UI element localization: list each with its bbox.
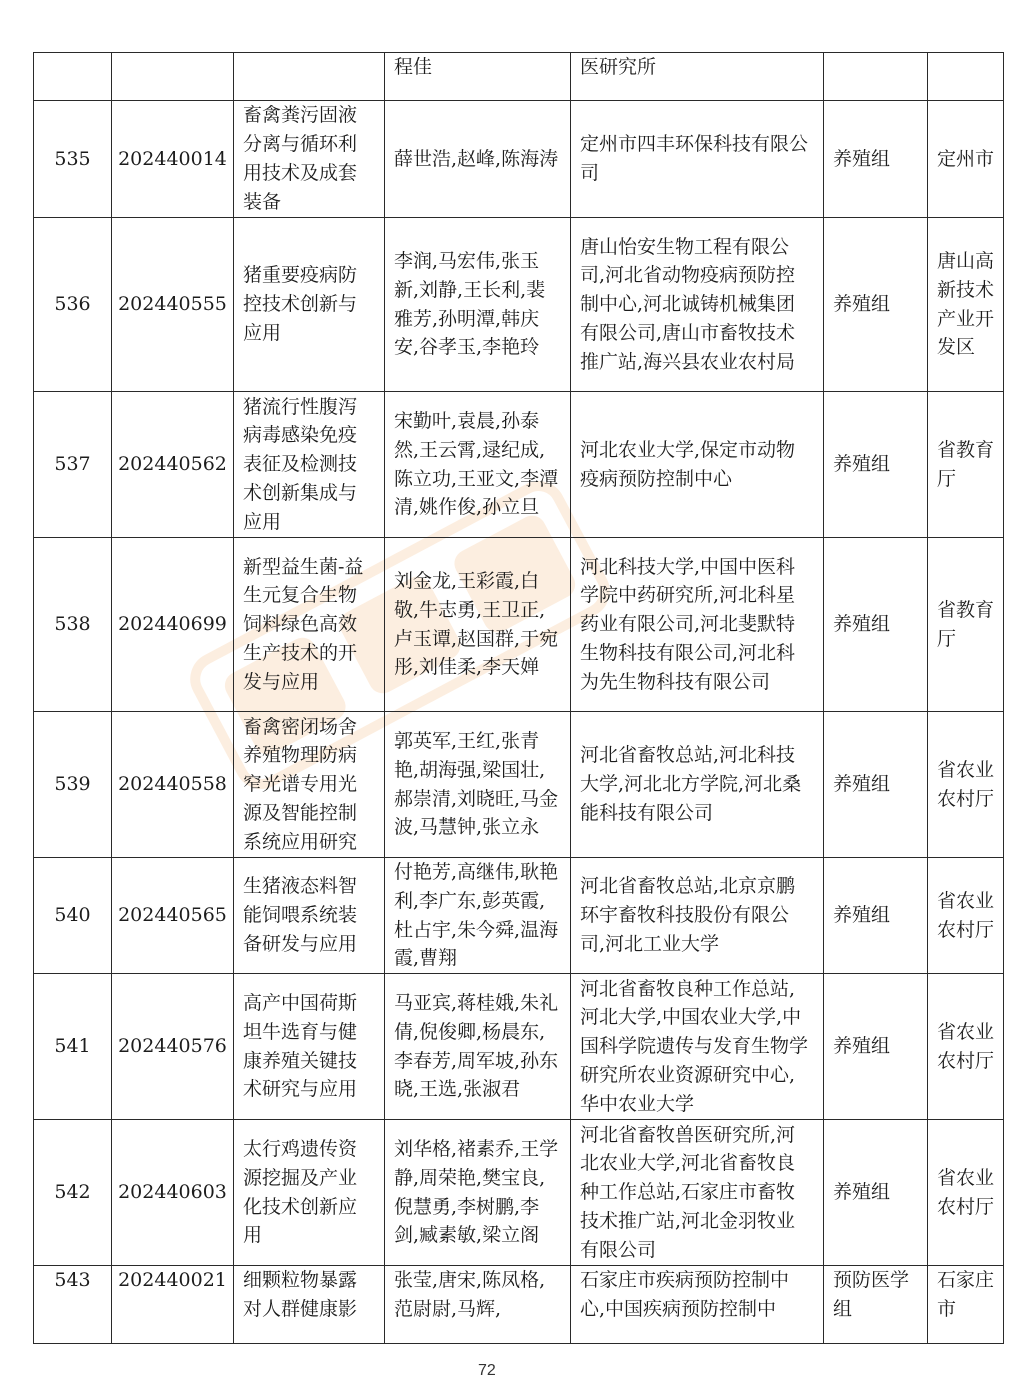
award-list-table — [33, 52, 1004, 1344]
project-name: 畜禽粪污固液分离与循环利用技术及成套装备 — [234, 101, 385, 218]
member-list: 薛世浩,赵峰,陈海涛 — [385, 101, 571, 218]
row-number: 536 — [34, 218, 112, 392]
member-list: 宋勤叶,袁晨,孙泰然,王云霄,逯纪成,陈立功,王亚文,李潭清,姚作俊,孙立旦 — [385, 392, 571, 538]
project-name: 猪流行性腹泻病毒感染免疫表征及检测技术创新集成与应用 — [234, 392, 385, 538]
review-group: 养殖组 — [824, 218, 928, 392]
review-group: 养殖组 — [824, 392, 928, 538]
row-number: 540 — [34, 858, 112, 974]
member-list: 付艳芳,高继伟,耿艳利,李广东,彭英霞,杜占宇,朱今舜,温海霞,曹翔 — [385, 858, 571, 974]
row-number: 543 — [34, 1266, 112, 1344]
project-code: 202440562 — [112, 392, 234, 538]
recommending-unit: 省农业农村厅 — [928, 1120, 1004, 1266]
row-number: 539 — [34, 712, 112, 858]
table-row — [34, 101, 1004, 218]
project-name — [234, 53, 385, 101]
review-group: 养殖组 — [824, 974, 928, 1120]
review-group: 养殖组 — [824, 538, 928, 712]
project-name: 畜禽密闭场舍养殖物理防病窄光谱专用光源及智能控制系统应用研究 — [234, 712, 385, 858]
project-code — [112, 53, 234, 101]
completing-units: 河北省畜牧兽医研究所,河北农业大学,河北省畜牧良种工作总站,石家庄市畜牧技术推广站,河北金羽牧业有限公司 — [571, 1120, 824, 1266]
recommending-unit — [928, 53, 1004, 101]
recommending-unit: 石家庄市 — [928, 1266, 1004, 1344]
row-number — [34, 53, 112, 101]
project-code: 202440555 — [112, 218, 234, 392]
table-row — [34, 1120, 1004, 1266]
review-group — [824, 53, 928, 101]
table-row — [34, 712, 1004, 858]
project-code: 202440021 — [112, 1266, 234, 1344]
project-code: 202440699 — [112, 538, 234, 712]
recommending-unit: 省农业农村厅 — [928, 974, 1004, 1120]
table-row — [34, 974, 1004, 1120]
completing-units: 河北省畜牧总站,北京京鹏环宇畜牧科技股份有限公司,河北工业大学 — [571, 858, 824, 974]
recommending-unit: 省农业农村厅 — [928, 858, 1004, 974]
row-number: 535 — [34, 101, 112, 218]
table-row — [34, 538, 1004, 712]
completing-units: 唐山怡安生物工程有限公司,河北省动物疫病预防控制中心,河北诚铸机械集团有限公司,唐山市畜牧技术推广站,海兴县农业农村局 — [571, 218, 824, 392]
recommending-unit: 定州市 — [928, 101, 1004, 218]
page-number: 72 — [478, 1362, 496, 1379]
table-row — [34, 218, 1004, 392]
project-code: 202440603 — [112, 1120, 234, 1266]
recommending-unit: 省教育厅 — [928, 538, 1004, 712]
review-group: 养殖组 — [824, 101, 928, 218]
project-code: 202440014 — [112, 101, 234, 218]
project-name: 猪重要疫病防控技术创新与应用 — [234, 218, 385, 392]
table-row — [34, 1266, 1004, 1344]
project-name: 生猪液态料智能饲喂系统装备研发与应用 — [234, 858, 385, 974]
recommending-unit: 唐山高新技术产业开发区 — [928, 218, 1004, 392]
row-number: 537 — [34, 392, 112, 538]
project-code: 202440576 — [112, 974, 234, 1120]
member-list: 郭英军,王红,张青艳,胡海强,梁国壮,郝崇清,刘晓旺,马金波,马慧钟,张立永 — [385, 712, 571, 858]
member-list: 刘金龙,王彩霞,白敬,牛志勇,王卫正,卢玉谭,赵国群,于宛彤,刘佳柔,李天婵 — [385, 538, 571, 712]
recommending-unit: 省教育厅 — [928, 392, 1004, 538]
completing-units: 河北省畜牧良种工作总站,河北大学,中国农业大学,中国科学院遗传与发育生物学研究所农业资源研究中心,华中农业大学 — [571, 974, 824, 1120]
table-row — [34, 53, 1004, 101]
member-list: 程佳 — [385, 53, 571, 101]
review-group: 养殖组 — [824, 858, 928, 974]
table-row — [34, 392, 1004, 538]
project-name: 新型益生菌-益生元复合生物饲料绿色高效生产技术的开发与应用 — [234, 538, 385, 712]
member-list: 张莹,唐宋,陈凤格,范尉尉,马辉, — [385, 1266, 571, 1344]
member-list: 刘华格,褚素乔,王学静,周荣艳,樊宝良,倪慧勇,李树鹏,李剑,臧素敏,梁立阁 — [385, 1120, 571, 1266]
member-list: 李润,马宏伟,张玉新,刘静,王长利,裴雅芳,孙明潭,韩庆安,谷孝玉,李艳玲 — [385, 218, 571, 392]
project-name: 高产中国荷斯坦牛选育与健康养殖关键技术研究与应用 — [234, 974, 385, 1120]
row-number: 542 — [34, 1120, 112, 1266]
member-list: 马亚宾,蒋桂娥,朱礼倩,倪俊卿,杨晨东,李春芳,周军坡,孙东晓,王选,张淑君 — [385, 974, 571, 1120]
completing-units: 河北农业大学,保定市动物疫病预防控制中心 — [571, 392, 824, 538]
table-row — [34, 858, 1004, 974]
completing-units: 定州市四丰环保科技有限公司 — [571, 101, 824, 218]
completing-units: 河北省畜牧总站,河北科技大学,河北北方学院,河北桑能科技有限公司 — [571, 712, 824, 858]
completing-units: 河北科技大学,中国中医科学院中药研究所,河北科星药业有限公司,河北斐默特生物科技有限公司,河北科为先生物科技有限公司 — [571, 538, 824, 712]
review-group: 预防医学组 — [824, 1266, 928, 1344]
completing-units: 石家庄市疾病预防控制中心,中国疾病预防控制中 — [571, 1266, 824, 1344]
project-name: 太行鸡遗传资源挖掘及产业化技术创新应用 — [234, 1120, 385, 1266]
review-group: 养殖组 — [824, 1120, 928, 1266]
project-name: 细颗粒物暴露对人群健康影 — [234, 1266, 385, 1344]
project-code: 202440565 — [112, 858, 234, 974]
completing-units: 医研究所 — [571, 53, 824, 101]
project-code: 202440558 — [112, 712, 234, 858]
row-number: 541 — [34, 974, 112, 1120]
recommending-unit: 省农业农村厅 — [928, 712, 1004, 858]
row-number: 538 — [34, 538, 112, 712]
review-group: 养殖组 — [824, 712, 928, 858]
